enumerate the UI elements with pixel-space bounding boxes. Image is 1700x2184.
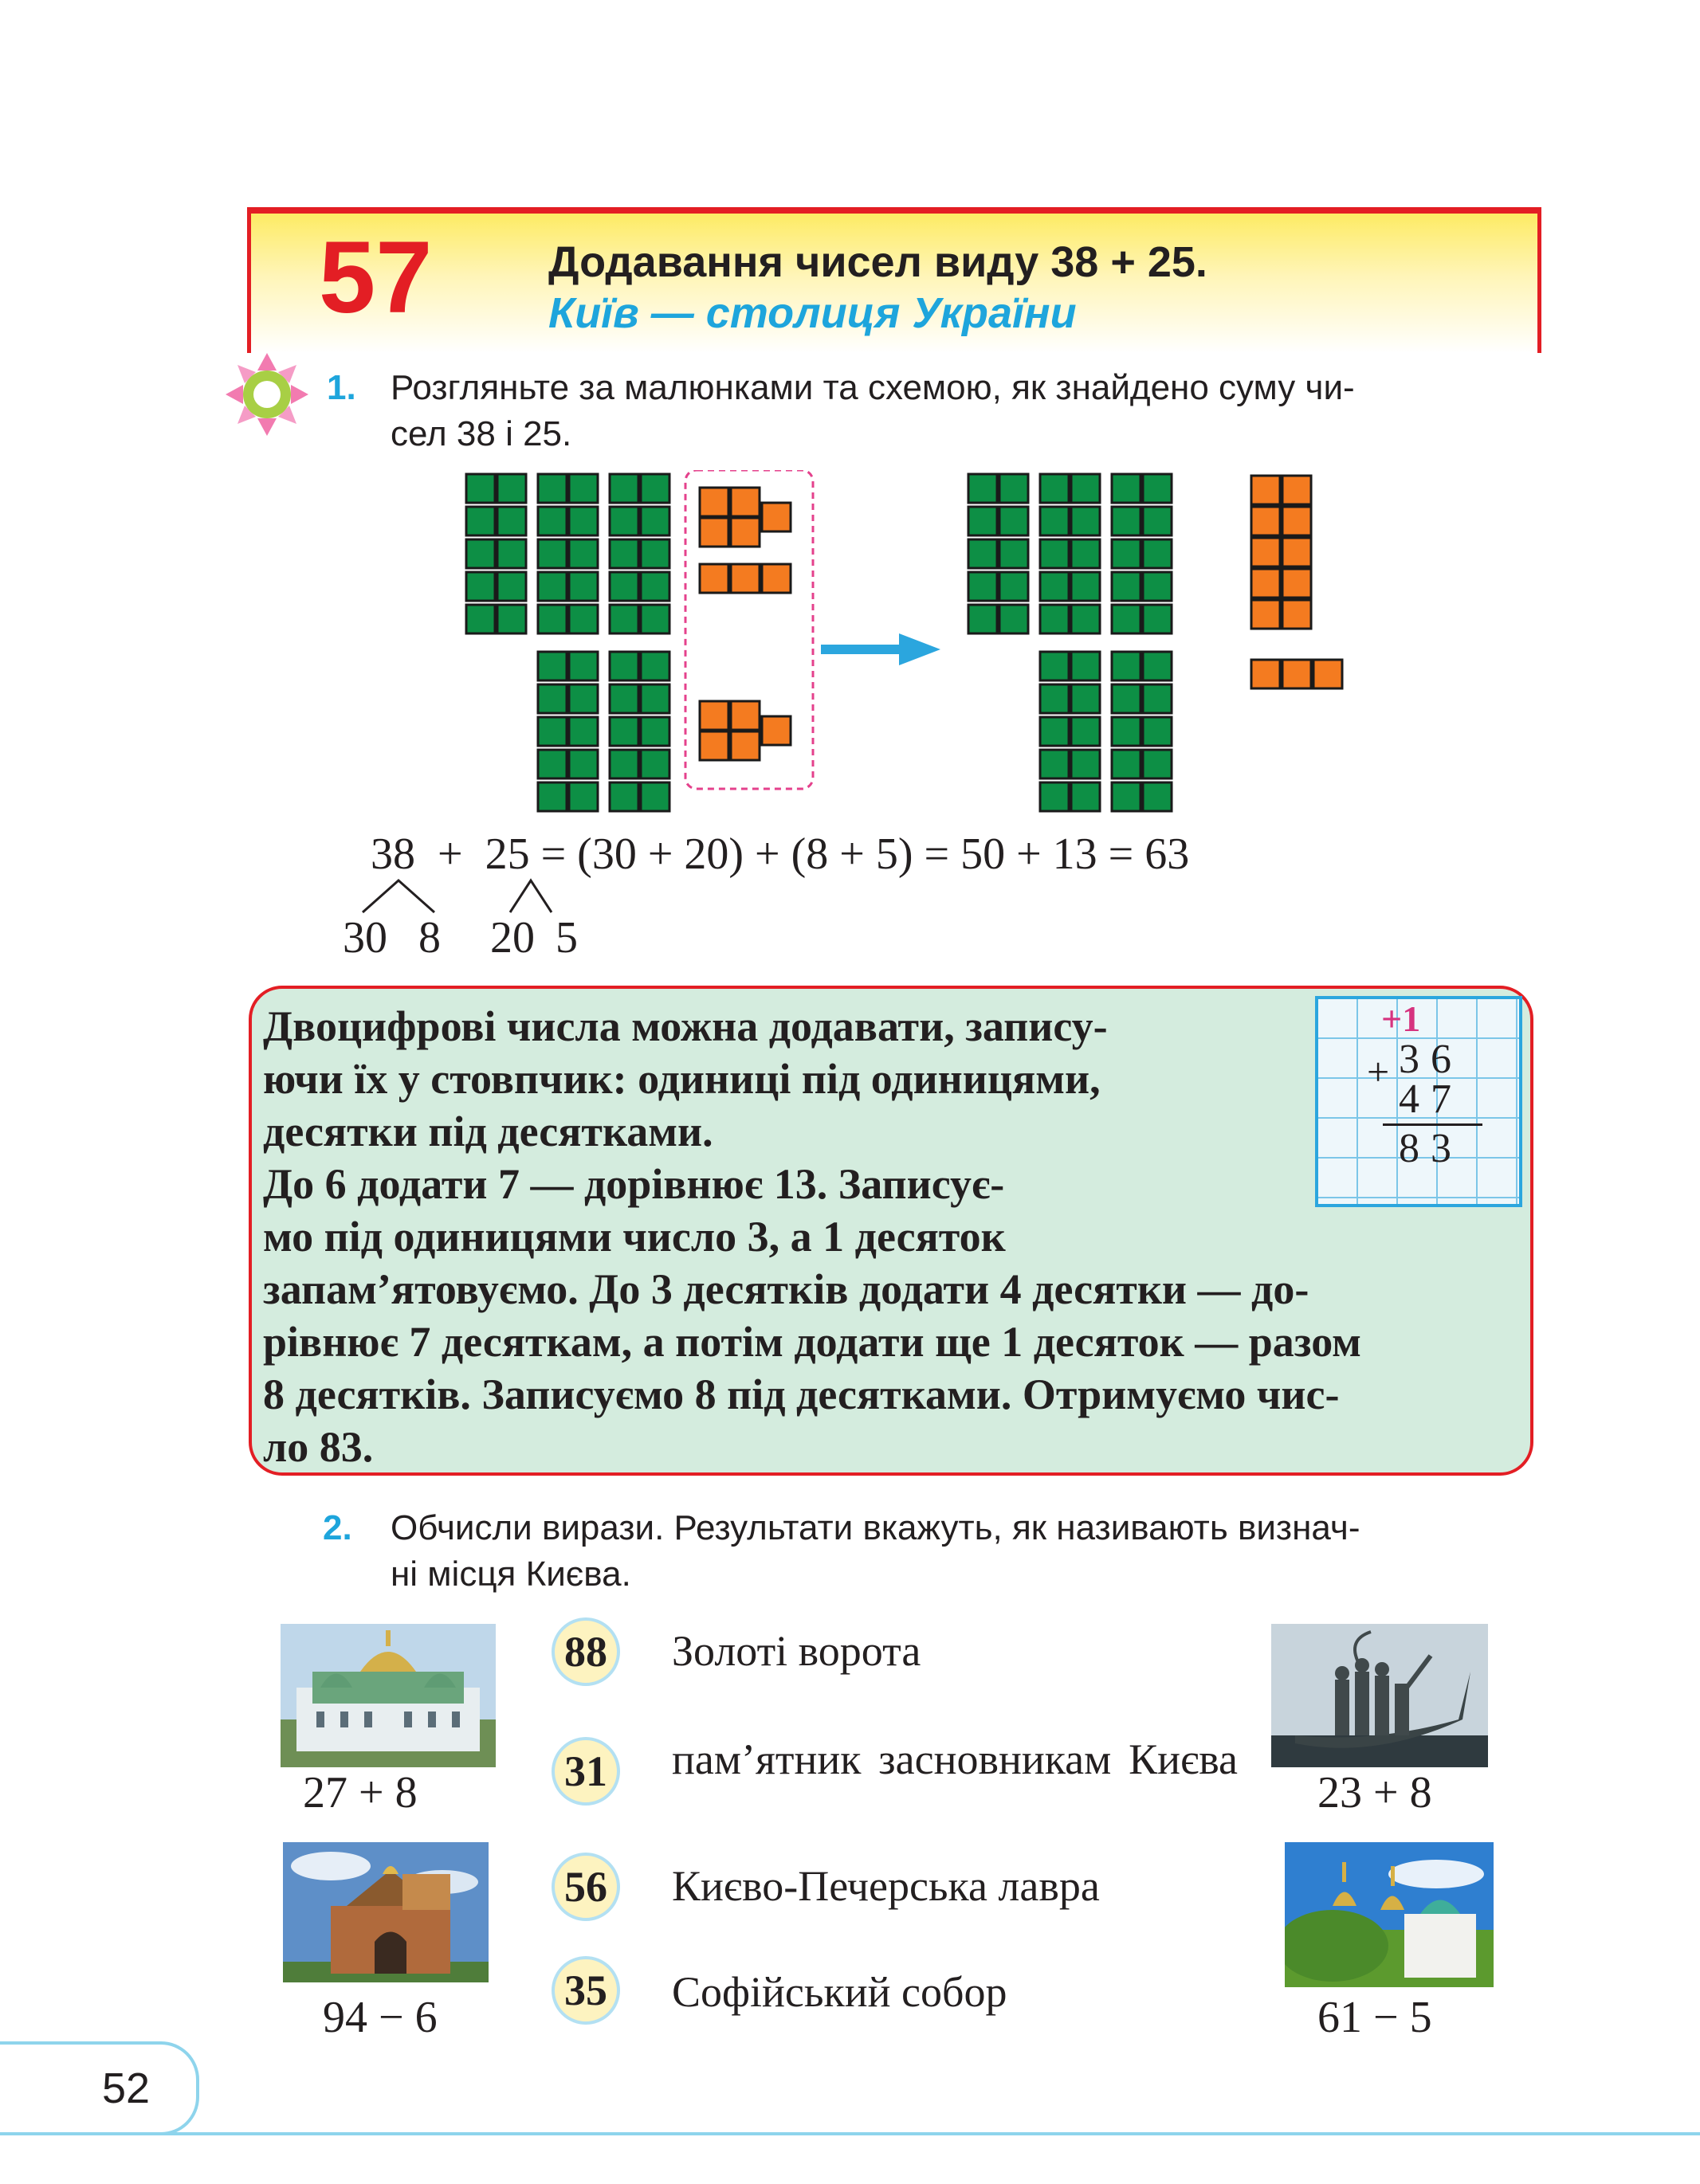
lesson-subtitle: Київ — столиця України (548, 289, 1077, 337)
task-1-text-line2: сел 38 і 25. (391, 414, 572, 453)
equation-rest: = (30 + 20) + (8 + 5) = 50 + 13 = 63 (540, 829, 1190, 879)
page-number: 52 (102, 2064, 151, 2112)
expr-top-left: 27 + 8 (303, 1768, 418, 1817)
equation (371, 829, 1189, 880)
place-name: Золоті ворота (672, 1627, 921, 1675)
task-1-number: 1. (327, 368, 356, 407)
lesson-number: 57 (319, 221, 433, 335)
page-number-tab (0, 2041, 199, 2135)
rule-line-2: ючи їх у стовпчик: одиниці під одиницями, (263, 1055, 1101, 1103)
carry-mark: +1 (1381, 998, 1421, 1039)
rule-line-3: десятки під десятками. (263, 1108, 713, 1155)
column-top: 36 (1399, 1037, 1462, 1082)
place-name: Києво-Печерська лавра (672, 1862, 1100, 1910)
answer-circle: 31 (552, 1737, 620, 1806)
plus-sign: + (438, 829, 463, 879)
place-name (672, 1734, 1238, 1785)
place-name: Софійський собор (672, 1968, 1007, 2016)
decomposition-lines (351, 876, 574, 916)
column-bottom: 47 (1399, 1076, 1462, 1122)
base-ten-blocks (462, 470, 1363, 821)
pechersk-lavra-photo (1285, 1842, 1494, 1987)
b-units: 5 (556, 913, 578, 963)
founders-monument-photo (1271, 1624, 1488, 1767)
task-2-text-line2: ні місця Києва. (391, 1555, 631, 1594)
task-2-text-line1: Обчисли вирази. Результати вкажуть, як називають визнач- (391, 1508, 1360, 1547)
expr-bottom-left: 94 − 6 (323, 1993, 438, 2042)
lesson-title: Додавання чисел виду 38 + 25. (548, 238, 1207, 286)
b-tens: 20 (490, 913, 535, 963)
rule-line-5: мо під одиницями число 3, а 1 десяток (263, 1213, 1006, 1261)
answer-circle: 56 (552, 1853, 620, 1921)
rule-line-7: рівнює 7 десяткам, а потім додати ще 1 десяток — разом (263, 1318, 1361, 1366)
expr-top-right: 23 + 8 (1317, 1768, 1432, 1817)
rule-line-6: запам’ятовуємо. До 3 десятків додати 4 десятки — до- (263, 1265, 1309, 1313)
addend-b: 25 (485, 829, 530, 879)
task-2-number: 2. (323, 1508, 352, 1547)
place-name-text: пам’ятник засновникам Києва (672, 1735, 1238, 1783)
rule-line-1: Двоцифрові числа можна додавати, запису- (263, 1002, 1108, 1050)
column-result: 83 (1399, 1126, 1462, 1171)
expr-bottom-right: 61 − 5 (1317, 1993, 1432, 2042)
answer-circle: 35 (552, 1956, 620, 2025)
rule-line-4: До 6 додати 7 — дорівнює 13. Записує- (263, 1160, 1005, 1208)
answer-circle: 88 (552, 1617, 620, 1686)
rule-line-9: ло 83. (263, 1423, 374, 1471)
column-plus: + (1367, 1049, 1390, 1094)
golden-gate-photo (283, 1842, 489, 1982)
addend-a: 38 (371, 829, 415, 879)
flower-icon (219, 351, 315, 438)
task-1-text-line1: Розгляньте за малюнками та схемою, як знайдено суму чи- (391, 368, 1355, 407)
sophia-cathedral-photo (281, 1624, 496, 1767)
a-tens: 30 (343, 913, 387, 963)
a-units: 8 (418, 913, 441, 963)
rule-line-8: 8 десятків. Записуємо 8 під десятками. Отримуємо чис- (263, 1370, 1340, 1418)
footer-line (0, 2132, 1700, 2135)
